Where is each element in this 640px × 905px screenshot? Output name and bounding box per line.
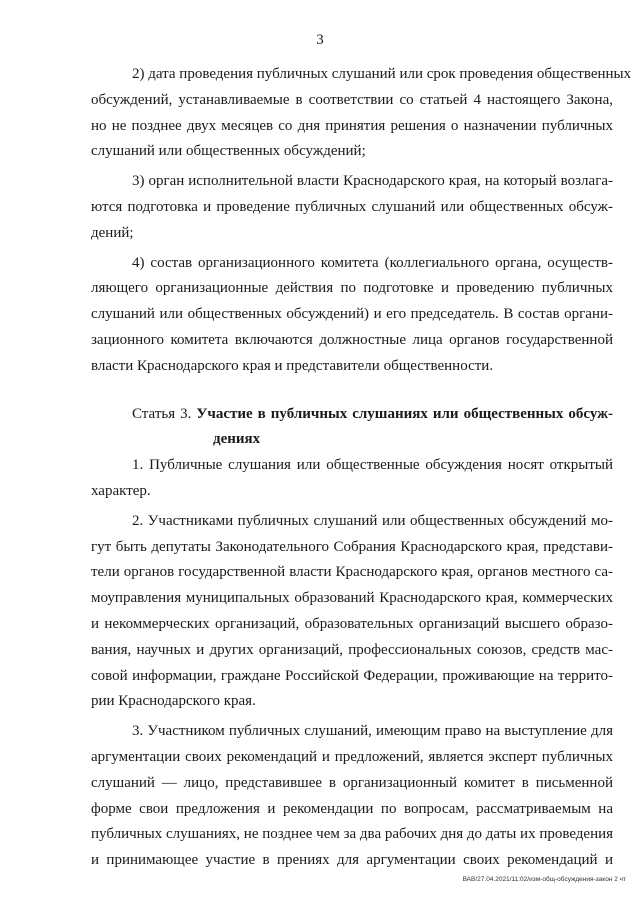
text-line: совой информации, граждане Российской Федерации, проживающие на террито- <box>91 667 613 684</box>
text-line: и принимающее участие в прениях для аргументации своих рекомендаций и <box>91 852 613 869</box>
page-number: 3 <box>316 32 324 48</box>
text-line: 3) орган исполнительной власти Краснодарского края, на который возлага- <box>132 173 613 190</box>
text-line: моуправления муниципальных образований Краснодарского края, коммерческих <box>91 590 613 607</box>
text-line: дений; <box>91 224 134 241</box>
text-line: рии Краснодарского края. <box>91 693 256 710</box>
text-line: гут быть депутаты Законодательного Собрания Краснодарского края, представи- <box>91 538 613 555</box>
paragraph-item-4 <box>91 251 613 380</box>
text-line: 4) состав организационного комитета (коллегиального органа, осуществ- <box>132 254 613 271</box>
text-line: слушаний или общественных обсуждений) и его председатель. В состав органи- <box>91 306 613 323</box>
article-title: Участие в публичных слушаниях или общественных обсуж- <box>196 405 613 422</box>
text-line: 2) дата проведения публичных слушаний или срок проведения общественных <box>132 66 632 82</box>
text-line: форме свои предложения и рекомендации по вопросам, рассматриваемым на <box>91 800 613 817</box>
paragraph-item-2 <box>91 62 632 165</box>
article-heading <box>91 402 613 454</box>
text-line: ются подготовка и проведение публичных слушаний или общественных обсуж- <box>91 198 613 215</box>
text-line: вания, научных и других организаций, профессиональных союзов, средств мас- <box>91 641 613 658</box>
article-paragraph-1 <box>91 453 613 505</box>
article-paragraph-3 <box>91 719 613 874</box>
paragraph-item-3 <box>91 169 613 246</box>
text-line: характер. <box>91 482 151 499</box>
text-line: публичных слушаниях, не позднее чем за два рабочих дня до даты их проведения <box>91 826 614 843</box>
article-paragraph-2 <box>91 509 613 715</box>
text-line: 3. Участником публичных слушаний, имеющим право на выступление для <box>132 723 613 740</box>
text-line: слушаний — лицо, представившее в организационный комитет в письменной <box>91 774 613 791</box>
text-line: зационного комитета включаются должностные лица органов государственной <box>91 331 613 348</box>
text-line: аргументации своих рекомендаций и предложений, является эксперт публичных <box>91 748 613 765</box>
text-line: ляющего организационные действия по подготовке и проведению публичных <box>91 280 613 297</box>
text-line: тели органов государственной власти Краснодарского края, органов местного са- <box>91 564 613 581</box>
article-title-line <box>91 402 613 428</box>
article-prefix: Статья 3. <box>132 405 192 422</box>
text-line: обсуждений, устанавливаемые в соответствии со статьей 4 настоящего Закона, <box>91 91 613 108</box>
text-line: и некоммерческих организаций, образовательных организаций высшего образо- <box>91 615 613 632</box>
text-line: 2. Участниками публичных слушаний или общественных обсуждений мо- <box>132 512 613 529</box>
article-title-continuation: дениях <box>213 431 261 448</box>
text-line: слушаний или общественных обсуждений; <box>91 143 366 160</box>
text-line: власти Краснодарского края и представители общественности. <box>91 357 494 374</box>
text-line: 1. Публичные слушания или общественные обсуждения носят открытый <box>132 457 613 474</box>
document-footer-stamp: ВАВ/27.04.2021/11:02/изм-общ-обсуждения-закон 2 чт <box>462 876 626 883</box>
document-body <box>91 62 632 874</box>
text-line: но не позднее двух месяцев со дня принятия решения о назначении публичных <box>91 117 613 134</box>
